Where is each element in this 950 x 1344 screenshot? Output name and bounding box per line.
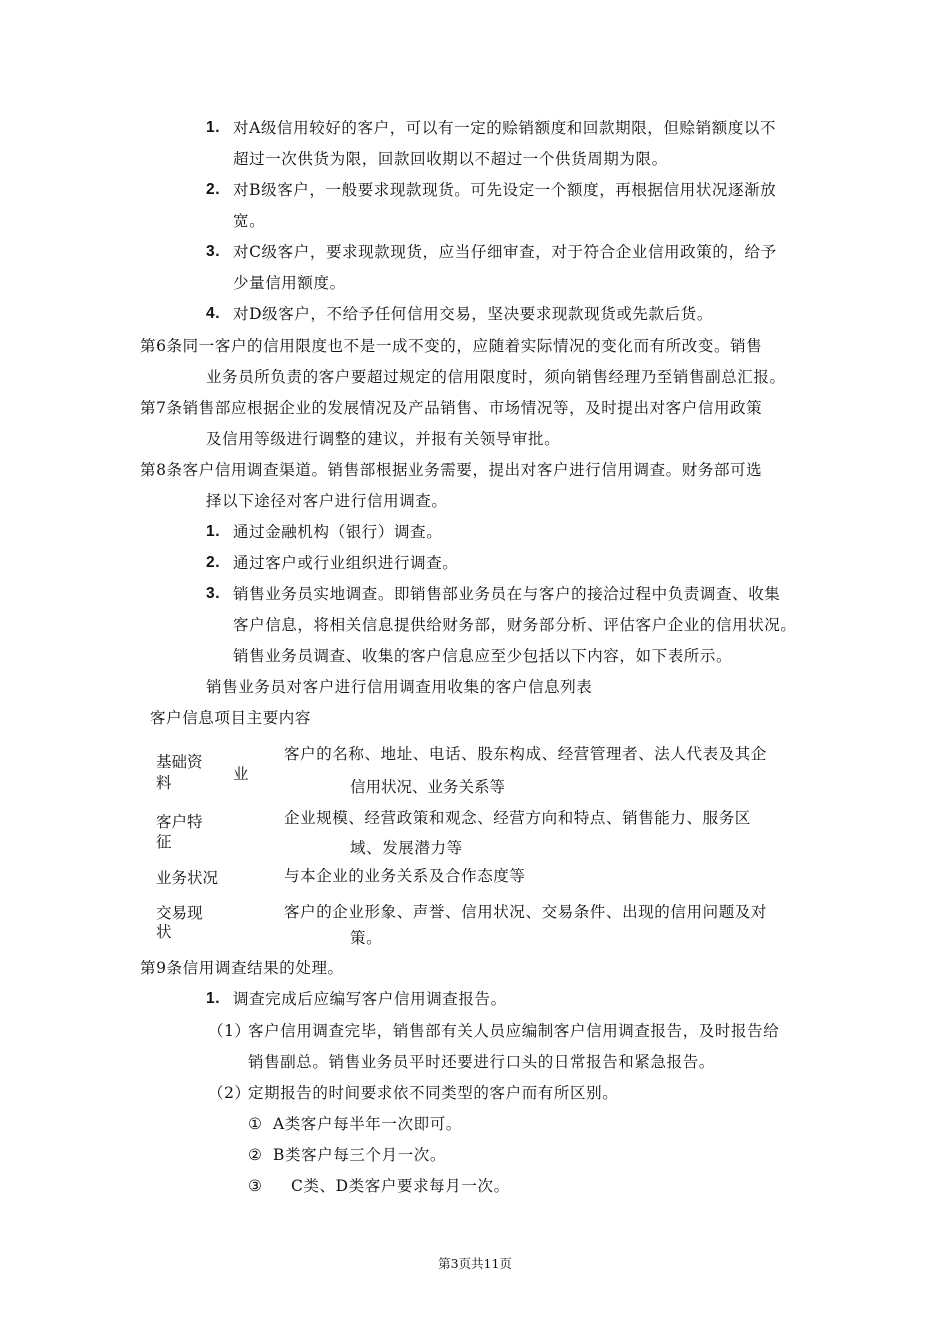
- item-3-number: 3.: [206, 243, 221, 260]
- item-1-line-1: 对A级信用较好的客户，可以有一定的赊销额度和回款期限，但赊销额度以不: [233, 119, 777, 137]
- row-label: 料: [156, 774, 172, 792]
- sub-3-text: C类、D类客户要求每月一次。: [291, 1177, 510, 1195]
- article-8-line-1: 第8条客户信用调查渠道。销售部根据业务需要，提出对客户进行信用调查。财务部可选: [140, 461, 763, 479]
- sub-1-mark: ①: [248, 1115, 263, 1133]
- row-label: 状: [156, 923, 172, 941]
- article-9-title: 第9条信用调查结果的处理。: [140, 959, 344, 977]
- point-2-text: 定期报告的时间要求依不同类型的客户而有所区别。: [248, 1084, 619, 1102]
- channel-2-text: 通过客户或行业组织进行调查。: [233, 554, 459, 572]
- channel-1-number: 1.: [206, 523, 221, 540]
- item-2-number: 2.: [206, 181, 221, 198]
- item-1-line-2: 超过一次供货为限，回款回收期以不超过一个供货周期为限。: [233, 150, 668, 168]
- row-content: 策。: [350, 929, 383, 947]
- article-6-line-1: 第6条同一客户的信用限度也不是一成不变的，应随着实际情况的变化而有所改变。销售: [140, 337, 763, 355]
- item-3-line-1: 对C级客户，要求现款现货，应当仔细审查，对于符合企业信用政策的，给予: [233, 243, 777, 261]
- row-content-cut: 信用状况、业务关系等: [350, 778, 506, 796]
- sub-1-text: A类客户每半年一次即可。: [273, 1115, 462, 1133]
- result-1-text: 调查完成后应编写客户信用调查报告。: [233, 990, 507, 1008]
- sub-2-mark: ②: [248, 1146, 263, 1164]
- article-6-line-2: 业务员所负责的客户要超过规定的信用限度时，须向销售经理乃至销售副总汇报。: [206, 368, 786, 386]
- row-content: 与本企业的业务关系及合作态度等: [284, 867, 526, 885]
- row-label: 征: [156, 833, 172, 851]
- item-2-line-2: 宽。: [233, 212, 266, 230]
- sub-2-text: B类客户每三个月一次。: [273, 1146, 446, 1164]
- row-label: 交易现: [156, 904, 203, 922]
- point-1-line-2: 销售副总。销售业务员平时还要进行口头的日常报告和紧急报告。: [248, 1053, 715, 1071]
- row-label: 业务状况: [156, 869, 219, 887]
- row-label-extra: 业: [233, 765, 249, 783]
- channel-3-number: 3.: [206, 585, 221, 602]
- article-7-line-2: 及信用等级进行调整的建议，并报有关领导审批。: [206, 430, 561, 448]
- point-1-line-1: 客户信用调查完毕，销售部有关人员应编制客户信用调查报告，及时报告给: [248, 1022, 780, 1040]
- sub-3-mark: ③: [248, 1177, 263, 1195]
- channel-2-number: 2.: [206, 554, 221, 571]
- point-1-number: （1）: [208, 1022, 251, 1040]
- channel-3-line-2: 客户信息，将相关信息提供给财务部，财务部分析、评估客户企业的信用状况。: [233, 616, 797, 634]
- row-content: 客户的名称、地址、电话、股东构成、经营管理者、法人代表及其企: [284, 745, 768, 763]
- table-header: 客户信息项目主要内容: [150, 709, 312, 727]
- channel-3-line-3: 销售业务员调查、收集的客户信息应至少包括以下内容，如下表所示。: [233, 647, 733, 665]
- row-label: 客户特: [156, 813, 203, 831]
- point-2-number: （2）: [208, 1084, 251, 1102]
- row-content: 域、发展潜力等: [350, 839, 463, 857]
- page-footer: 第3页共11页: [438, 1256, 512, 1271]
- item-3-line-2: 少量信用额度。: [233, 274, 346, 292]
- row-content: 企业规模、经营政策和观念、经营方向和特点、销售能力、服务区: [284, 809, 751, 827]
- item-4-number: 4.: [206, 305, 221, 322]
- row-content: 客户的企业形象、声誉、信用状况、交易条件、出现的信用问题及对: [284, 903, 768, 921]
- channel-3-line-1: 销售业务员实地调查。即销售部业务员在与客户的接洽过程中负责调查、收集: [233, 585, 781, 603]
- article-8-line-2: 择以下途径对客户进行信用调查。: [206, 492, 448, 510]
- result-1-number: 1.: [206, 990, 221, 1007]
- item-2-line-1: 对B级客户，一般要求现款现货。可先设定一个额度，再根据信用状况逐渐放: [233, 181, 777, 199]
- channel-1-text: 通过金融机构（银行）调查。: [233, 523, 443, 541]
- item-4-line-1: 对D级客户，不给予任何信用交易，坚决要求现款现货或先款后货。: [233, 305, 713, 323]
- table-caption: 销售业务员对客户进行信用调查用收集的客户信息列表: [206, 678, 593, 696]
- row-label: 基础资: [156, 753, 203, 771]
- article-7-line-1: 第7条销售部应根据企业的发展情况及产品销售、市场情况等，及时提出对客户信用政策: [140, 399, 763, 417]
- item-1-number: 1.: [206, 119, 221, 136]
